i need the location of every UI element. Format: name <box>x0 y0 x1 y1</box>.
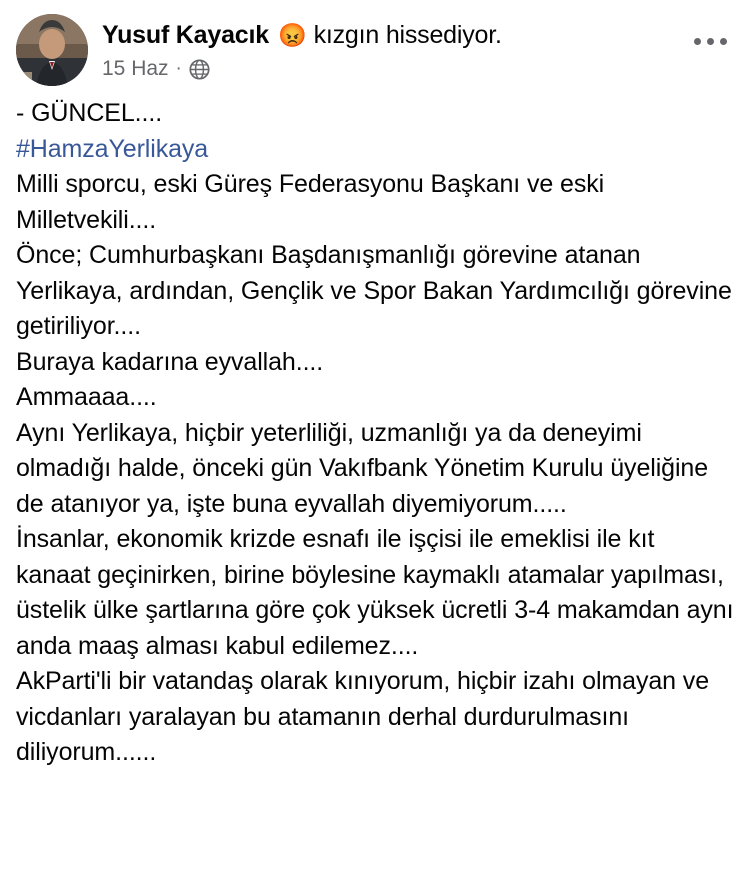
post-meta <box>102 57 734 81</box>
globe-icon[interactable] <box>189 59 210 80</box>
feeling-text: kızgın hissediyor. <box>313 21 502 49</box>
post-line: Milli sporcu, eski Güreş Federasyonu Başkanı ve eski Milletvekili.... <box>16 170 611 234</box>
meta-separator: · <box>175 58 182 79</box>
ellipsis-dot <box>720 38 727 45</box>
author-name[interactable]: Yusuf Kayacık <box>102 21 269 49</box>
post-line: Önce; Cumhurbaşkanı Başdanışmanlığı görevine atanan Yerlikaya, ardından, Gençlik ve Spor Bakan Yardımcılığı görevine getiriliyor.... <box>16 241 739 340</box>
post-header <box>0 0 750 90</box>
post-line: - GÜNCEL.... <box>16 99 163 127</box>
post-header-text <box>102 14 734 81</box>
angry-face-icon: 😡 <box>277 21 307 48</box>
avatar[interactable] <box>16 14 88 86</box>
ellipsis-icon[interactable] <box>688 26 732 56</box>
ellipsis-dot <box>694 38 701 45</box>
post-line: AkParti'li bir vatandaş olarak kınıyorum, hiçbir izahı olmayan ve vicdanları yaralayan bu atamanın derhal durdurulmasını diliyorum...... <box>16 667 716 766</box>
post-line: Buraya kadarına eyvallah.... <box>16 347 324 376</box>
post-body <box>0 90 750 771</box>
post-date[interactable]: 15 Haz <box>102 57 169 80</box>
post-line: Aynı Yerlikaya, hiçbir yeterliliği, uzmanlığı ya da deneyimi olmadığı halde, önceki gün Vakıfbank Yönetim Kurulu üyeliğine de atanıyor ya, işte buna eyvallah diyemiyorum..... <box>16 418 715 518</box>
post-line: İnsanlar, ekonomik krizde esnafı ile işçisi ile emeklisi ile kıt kanaat geçinirken, birine böylesine kaymaklı atamalar yapılması, üstelik ülke şartlarına göre çok yüksek ücretli 3-4 makamdan aynı anda maaş alması kabul edilemez.... <box>16 525 741 660</box>
hashtag-link[interactable]: #HamzaYerlikaya <box>16 134 209 163</box>
ellipsis-dot <box>707 38 714 45</box>
author-line <box>102 20 734 50</box>
post-line: Ammaaaa.... <box>16 383 157 411</box>
